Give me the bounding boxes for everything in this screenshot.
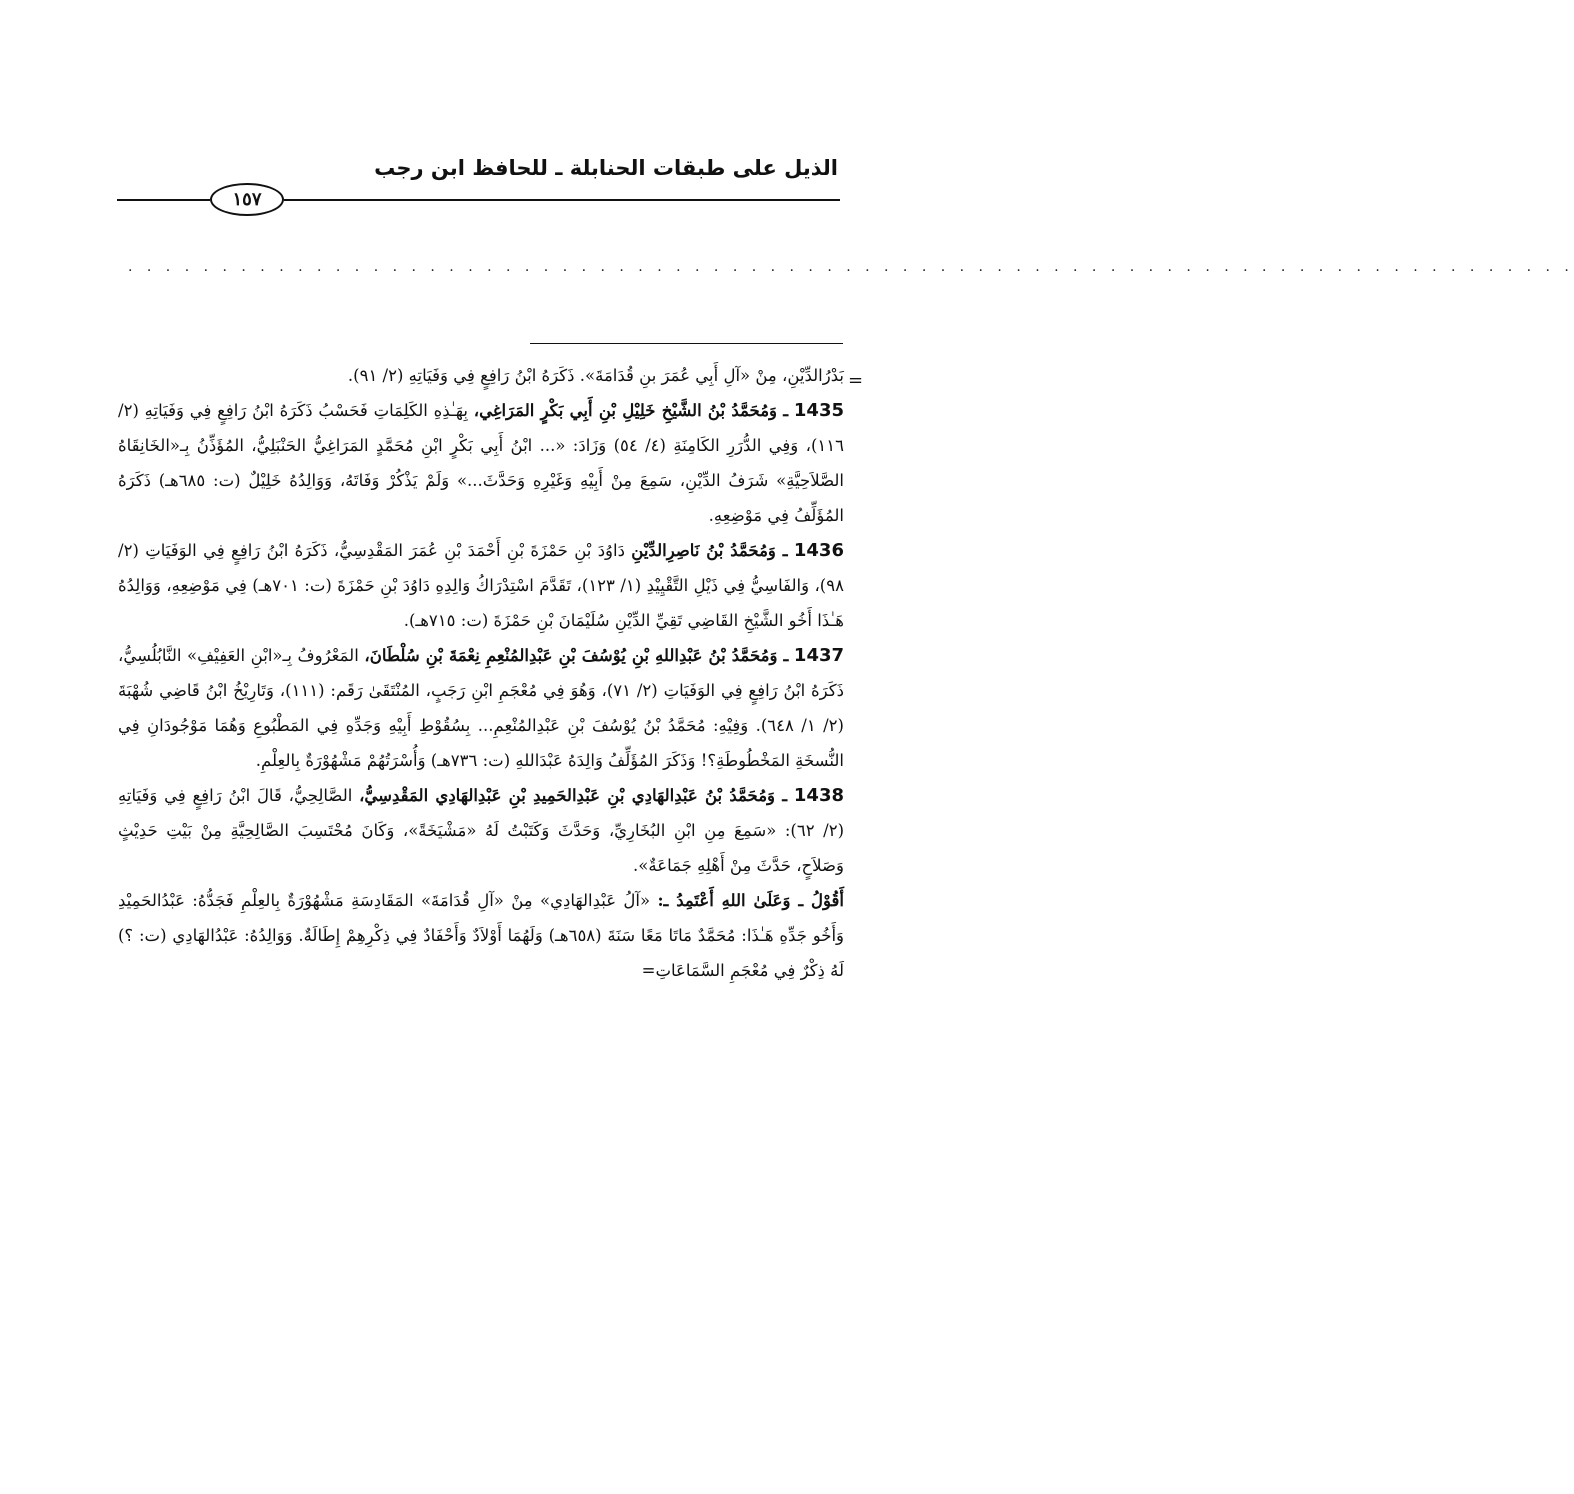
footnote-rule: [530, 343, 843, 344]
entry-1437: [118, 638, 844, 778]
footnote-continuation-marker: =: [848, 370, 864, 391]
entry-text: دَاوُدَ بْنِ حَمْزَةَ بْنِ أَحْمَدَ بْنِ عُمَرَ المَقْدِسِيُّ، ذَكَرَهُ ابْنُ رَافِعٍ فِي الوَفَيَاتِ (٢/ ٩٨)، وَالفَاسِيُّ فِي ذَيْلِ التَّقْيِيْدِ (١/ ١٢٣)، تَقَدَّمَ اسْتِدْرَاكُ وَالِدِهِ دَاوُدَ بْنِ حَمْزَةَ (ت: ٧٠١هـ) فِي مَوْضِعِهِ، وَوَالِدُهُ هَـٰذَا أَخُو الشَّيْخِ القَاضِي تَقِيِّ الدِّيْنِ سُلَيْمَانَ بْنِ حَمْزَةَ (ت: ٧١٥هـ).: [118, 541, 844, 630]
entry-name: ـ وَمُحَمَّدُ بْنُ عَبْدِالهَادِي بْنِ عَبْدِالحَمِيدِ بْنِ عَبْدِالهَادِي المَقْدِسِيُّ،: [359, 786, 788, 805]
page-number: ١٥٧: [210, 183, 284, 216]
entry-text: بِهَـٰذِهِ الكَلِمَاتِ فَحَسْبُ ذَكَرَهُ ابْنُ رَافِعٍ فِي وَفَيَاتِهِ (٢/ ١١٦)، وَفِي الدُّرَرِ الكَامِنَةِ (٤/ ٥٤) وَزَادَ: «... ابْنُ أَبِي بَكْرٍ ابْنِ مُحَمَّدٍ المَرَاغِيُّ الحَنْبَلِيُّ، المُؤَذِّنُ بِـ«الخَانِقَاهُ الصَّلاَحِيَّةِ» شَرَفُ الدِّيْنِ، سَمِعَ مِنْ أَبِيْهِ وَغَيْرِهِ وَحَدَّثَ...» وَلَمْ يَذْكُرْ وَفَاتَهُ، وَوَالِدُهُ خَلِيْلٌ (ت: ٦٨٥هـ) ذَكَرَهُ المُؤَلِّفُ فِي مَوْضِعِهِ.: [118, 401, 845, 525]
entry-name: ـ وَمُحَمَّدُ بْنُ الشَّيْخِ خَلِيْلِ بْنِ أَبِي بَكْرٍ المَرَاغِي،: [473, 401, 789, 420]
entry-1435: [118, 393, 844, 533]
footnote-body: [118, 358, 844, 988]
header-rule-left: [117, 199, 210, 201]
closing-lead: أَقُوْلُ ـ وَعَلَىٰ اللهِ أَعْتَمِدُ ـ:: [657, 891, 844, 910]
entry-1436: [118, 533, 844, 638]
entry-name: ـ وَمُحَمَّدُ بْنُ عَبْدِاللهِ بْنِ يُوْسُفَ بْنِ عَبْدِالمُنْعِمِ نِعْمَةَ بْنِ سُلْطَانَ،: [364, 646, 789, 665]
entry-number: 1436: [793, 540, 844, 561]
intro-paragraph: بَدْرُالدِّيْنِ، مِنْ «آلِ أَبِي عُمَرَ بنِ قُدَامَةَ». ذَكَرَهُ ابْنُ رَافِعٍ فِي وَفَيَاتِهِ (٢/ ٩١).: [347, 366, 844, 385]
entry-1438: [118, 778, 844, 883]
entry-number: 1435: [793, 400, 844, 421]
entry-number: 1438: [793, 785, 844, 806]
entry-number: 1437: [793, 645, 845, 666]
running-header-title: الذيل على طبقات الحنابلة ـ للحافظ ابن رجب: [374, 156, 838, 180]
entry-name: ـ وَمُحَمَّدُ بْنُ نَاصِرِالدِّيْنِ: [631, 541, 788, 560]
header-rule-right: [284, 199, 840, 201]
entry-text: المَعْرُوفُ بِـ«ابْنِ العَفِيْفِ» النَّابُلُسِيُّ، ذَكَرَهُ ابْنُ رَافِعٍ فِي الوَفَيَاتِ (٢/ ٧١)، وَهُوَ فِي مُعْجَمِ ابْنِ رَجَبٍ، المُنْتَقَىٰ رَقَم: (١١١)، وَتَارِيْخُ ابْنُ قَاضِي شُهْبَةَ (٢/ ١/ ٦٤٨). وَفِيْهِ: مُحَمَّدُ بْنُ يُوْسُفَ بْنِ عَبْدِالمُنْعِمِ... بِسُقُوْطِ أَبِيْهِ وَجَدِّهِ فِي المَطْبُوعِ وَهُمَا مَوْجُودَانِ فِي النُّسخَةِ المَخْطُوطَةِ؟! وَذَكَرَ المُؤَلِّفُ وَالِدَهُ عَبْدَاللهِ (ت: ٧٣٦هـ) وَأُسْرَتُهُمْ مَشْهُوْرَةٌ بِالعِلْمِ.: [118, 646, 844, 770]
dotted-separator: . . . . . . . . . . . . . . . . . . . . . . . . . . . . . . . . . . . . . . . . . . . . . . . . . . . . . . . . . . . . . . . . . . . . . . . . . . . . .: [128, 259, 1574, 275]
closing-text: «آلُ عَبْدِالهَادِي» مِنْ «آلِ قُدَامَةَ» المَقَادِسَةِ مَشْهُوْرَةٌ بِالعِلْمِ فَجَدُّهُ: عَبْدُالحَمِيْدِ وَأَخُو جَدِّهِ هَـٰذَا: مُحَمَّدٌ مَاتَا مَعًا سَنَةَ (٦٥٨هـ) وَلَهُمَا أَوْلاَدٌ وَأَحْفَادٌ فِي ذِكْرِهِمْ إِطَالَةٌ. وَوَالِدُهُ: عَبْدُالهَادِي (ت: ؟) لَهُ ذِكْرٌ فِي مُعْجَمِ السَّمَاعَاتِ=: [118, 891, 844, 980]
closing-paragraph: [118, 883, 844, 988]
entry-text: الصَّالِحِيُّ، قَالَ ابْنُ رَافِعٍ فِي وَفَيَاتِهِ (٢/ ٦٢): «سَمِعَ مِنِ ابْنِ البُخَارِيِّ، وَحَدَّثَ وَكَتَبْتُ لَهُ «مَشْيَخَةً»، وَكَانَ مُحْتَسِبَ الصَّالِحِيَّةِ مِنْ بَيْتِ حَدِيْثٍ وَصَلاَحٍ، حَدَّثَ مِنْ أَهْلِهِ جَمَاعَةٌ».: [118, 786, 844, 875]
